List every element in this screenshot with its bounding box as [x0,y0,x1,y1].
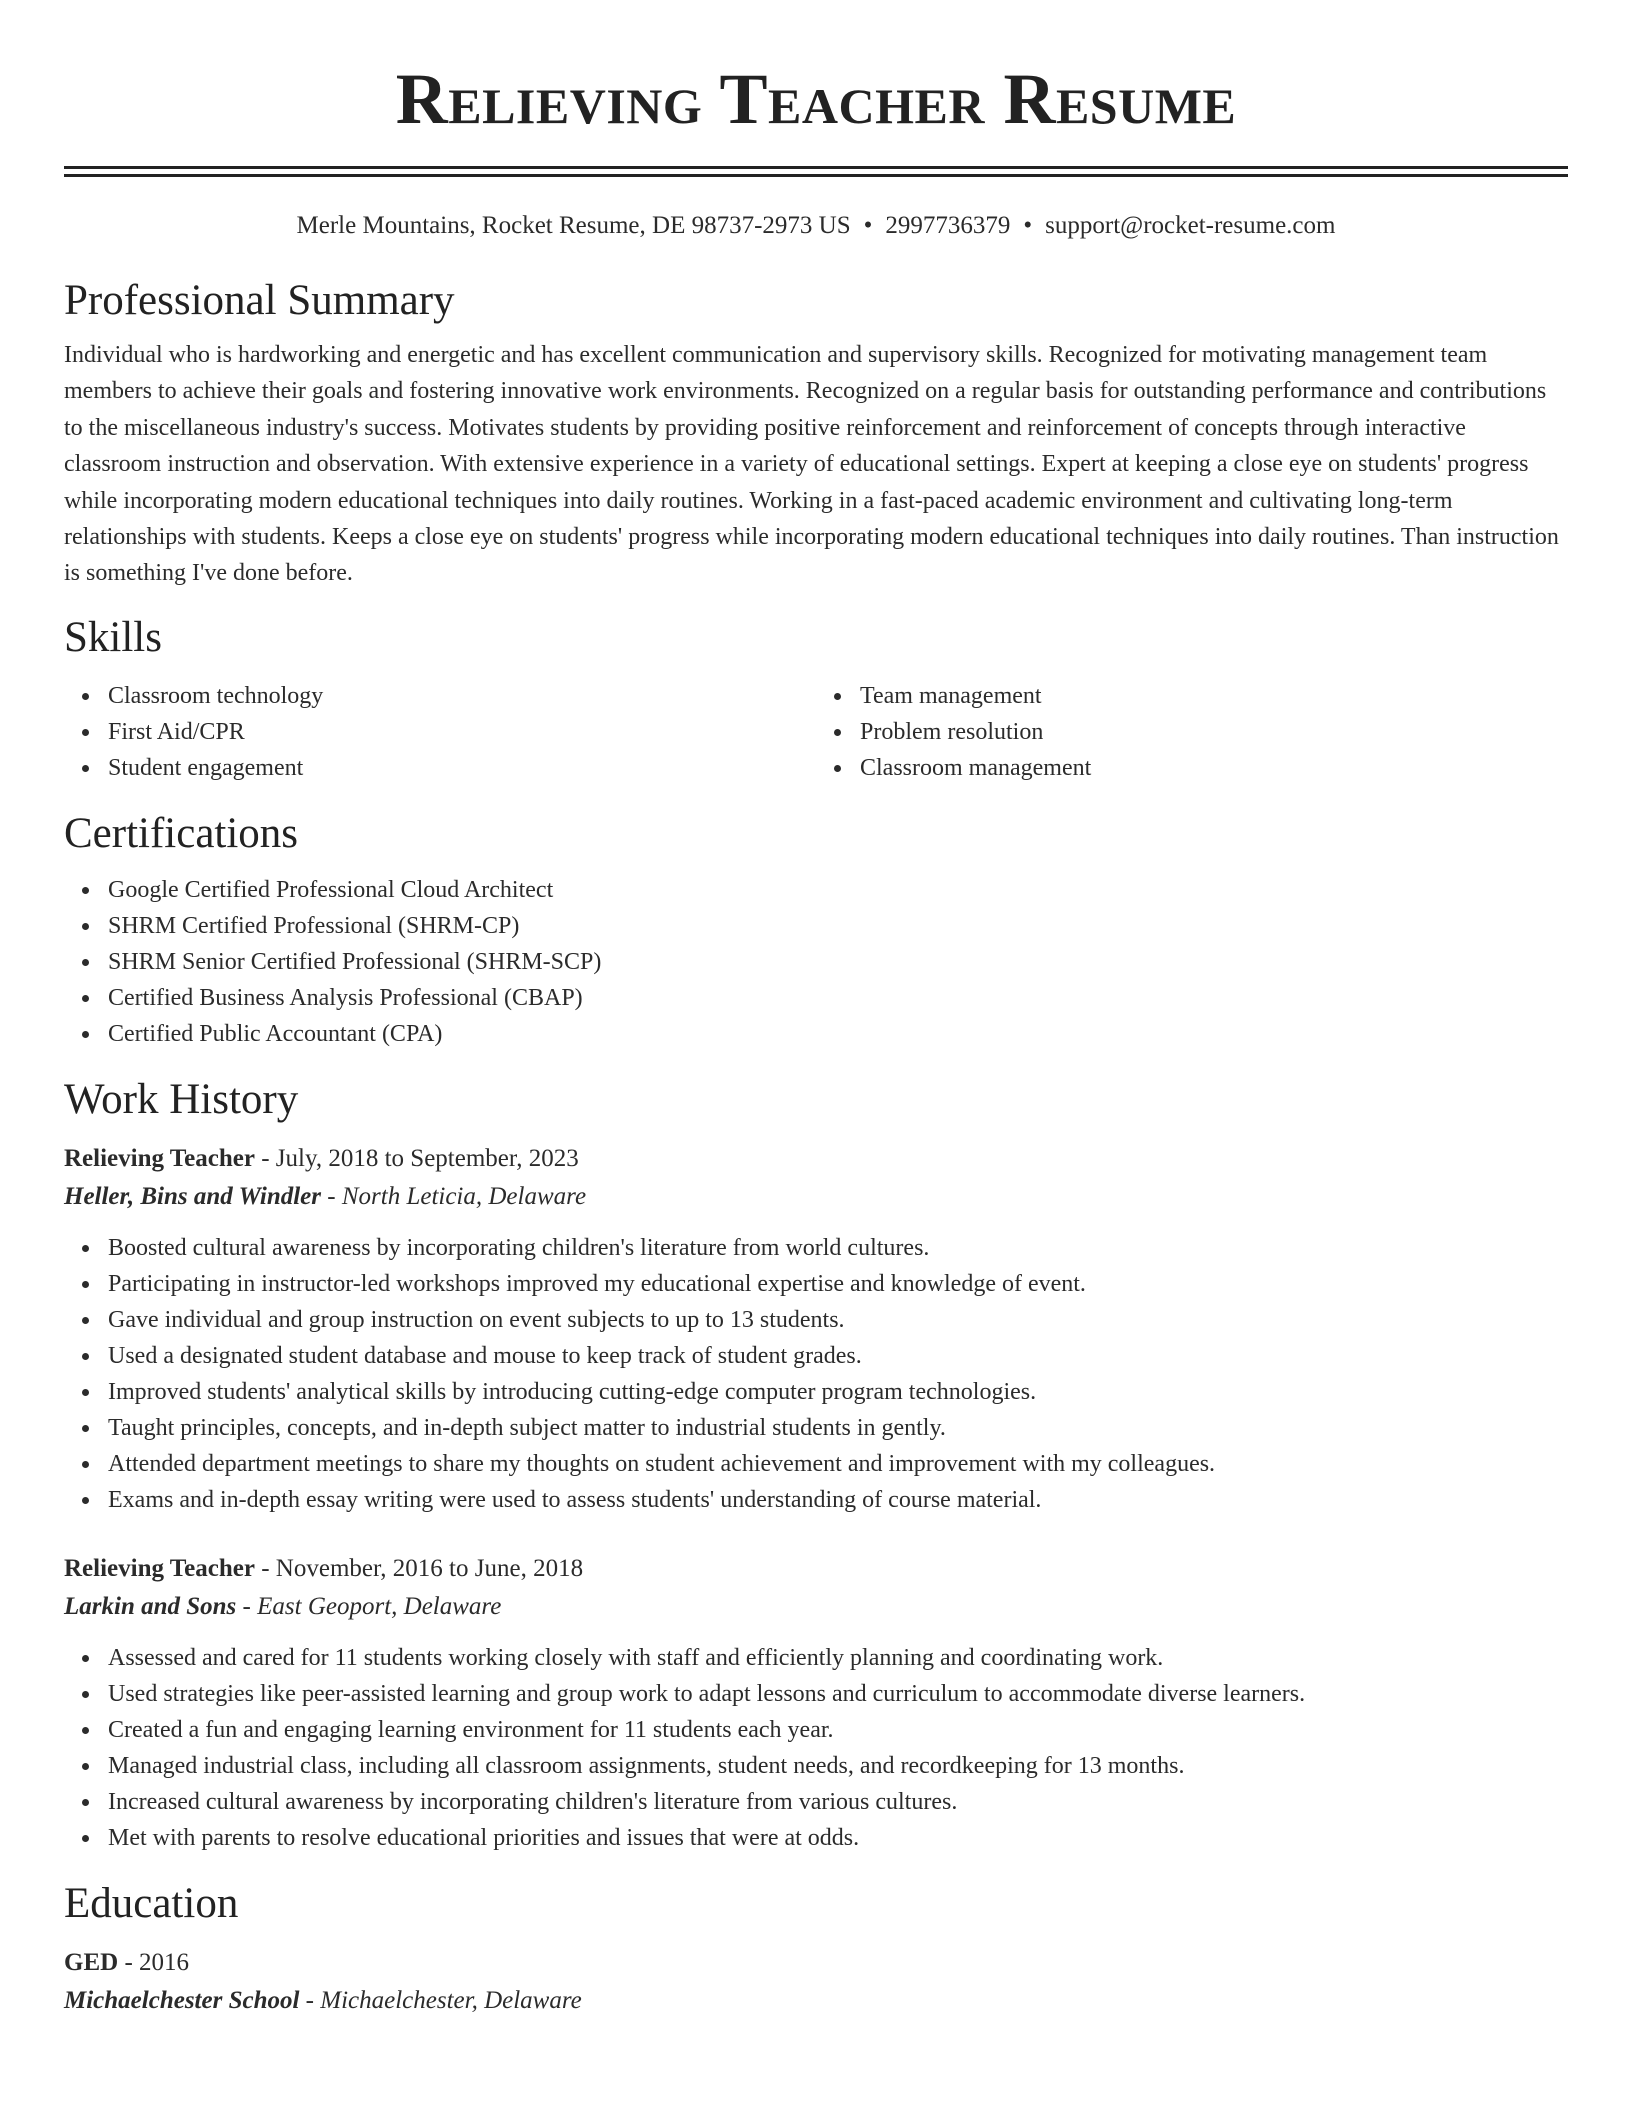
skill-item: Team management [860,678,1568,714]
contact-line [64,211,1568,241]
certifications-list [64,872,1568,1052]
job-duty-item: Created a fun and engaging learning environment for 11 students each year. [108,1712,1568,1748]
certification-item: Google Certified Professional Cloud Architect [108,872,1568,908]
skills-list-left [64,678,816,786]
certification-item: SHRM Senior Certified Professional (SHRM-SCP) [108,944,1568,980]
resume-title: Relieving Teacher Resume [395,59,1237,139]
job-duty-item: Increased cultural awareness by incorporating children's literature from various cultures. [108,1784,1568,1820]
job-duties-list [64,1230,1568,1518]
job-company-line [64,1588,1568,1626]
education-year: - 2016 [118,1948,190,1976]
education-degree-line [64,1944,1568,1982]
job-duties-list [64,1640,1568,1856]
skill-item: Student engagement [108,750,816,786]
job-dates: - July, 2018 to September, 2023 [254,1144,579,1172]
job-duty-item: Used strategies like peer-assisted learning and group work to adapt lessons and curriculum to accommodate diverse learners. [108,1676,1568,1712]
job-title-line [64,1140,1568,1178]
skills-list-right [816,678,1568,786]
job-duty-item: Exams and in-depth essay writing were used to assess students' understanding of course material. [108,1482,1568,1518]
skill-item: First Aid/CPR [108,714,816,750]
certification-item: Certified Business Analysis Professional (CBAP) [108,980,1568,1016]
title-divider-top [64,166,1568,169]
job-duty-item: Boosted cultural awareness by incorporating children's literature from world cultures. [108,1230,1568,1266]
certification-item: Certified Public Accountant (CPA) [108,1016,1568,1052]
job-dates: - November, 2016 to June, 2018 [254,1554,584,1582]
certification-item: SHRM Certified Professional (SHRM-CP) [108,908,1568,944]
education-entry [64,1944,1568,2020]
job-duty-item: Managed industrial class, including all classroom assignments, student needs, and recordkeeping for 13 months. [108,1748,1568,1784]
contact-separator: • [863,212,873,239]
job-duty-item: Taught principles, concepts, and in-depth subject matter to industrial students in gently. [108,1410,1568,1446]
skill-item: Problem resolution [860,714,1568,750]
certifications-heading: Certifications [64,809,299,857]
education-school: Michaelchester School [64,1986,300,2014]
job-duty-item: Used a designated student database and mouse to keep track of student grades. [108,1338,1568,1374]
skills-heading: Skills [64,613,162,661]
education-school-line [64,1982,1568,2020]
skill-item: Classroom technology [108,678,816,714]
education-heading: Education [64,1879,239,1927]
summary-heading: Professional Summary [64,277,455,324]
job-duty-item: Gave individual and group instruction on event subjects to up to 13 students. [108,1302,1568,1338]
job-entry [64,1140,1568,1518]
job-title-line [64,1550,1568,1588]
education-degree: GED [64,1948,119,1976]
summary-text: Individual who is hardworking and energetic and has excellent communication and supervisory skills. Recognized for motivating management team members to achieve their goals and fostering innovative work environments. Recognized on a regular basis for outstanding performance and contributions to the miscellaneous industry's success. Motivates students by providing positive reinforcement and reinforcement of concepts through interactive classroom instruction and observation. With extensive experience in a variety of educational settings. Expert at keeping a close eye on students' progress while incorporating modern educational techniques into daily routines. Working in a fast-paced academic environment and cultivating long-term relationships with students. Keeps a close eye on students' progress while incorporating modern educational techniques into daily routines. Than instruction is something I've done before. [64,342,1559,587]
work-history-heading: Work History [64,1075,299,1123]
job-duty-item: Improved students' analytical skills by introducing cutting-edge computer program technologies. [108,1374,1568,1410]
skill-item: Classroom management [860,750,1568,786]
job-duty-item: Met with parents to resolve educational priorities and issues that were at odds. [108,1820,1568,1856]
job-duty-item: Participating in instructor-led workshops improved my educational expertise and knowledge of event. [108,1266,1568,1302]
contact-phone: 2997736379 [885,212,1011,239]
job-company: Heller, Bins and Windler [64,1182,322,1210]
job-title: Relieving Teacher [64,1144,255,1172]
job-entry [64,1550,1568,1856]
job-duty-item: Assessed and cared for 11 students working closely with staff and efficiently planning and coordinating work. [108,1640,1568,1676]
skills-columns [64,678,1568,786]
education-location: - Michaelchester, Delaware [299,1986,582,2014]
job-location: - East Geoport, Delaware [236,1592,502,1620]
contact-address: Merle Mountains, Rocket Resume, DE 98737-2973 US [296,212,851,239]
job-location: - North Leticia, Delaware [321,1182,587,1210]
job-duty-item: Attended department meetings to share my thoughts on student achievement and improvement with my colleagues. [108,1446,1568,1482]
title-divider-bottom [64,174,1568,177]
job-company: Larkin and Sons [64,1592,237,1620]
contact-email[interactable]: support@rocket-resume.com [1045,212,1336,239]
contact-separator: • [1023,212,1033,239]
job-title: Relieving Teacher [64,1554,255,1582]
job-company-line [64,1178,1568,1216]
